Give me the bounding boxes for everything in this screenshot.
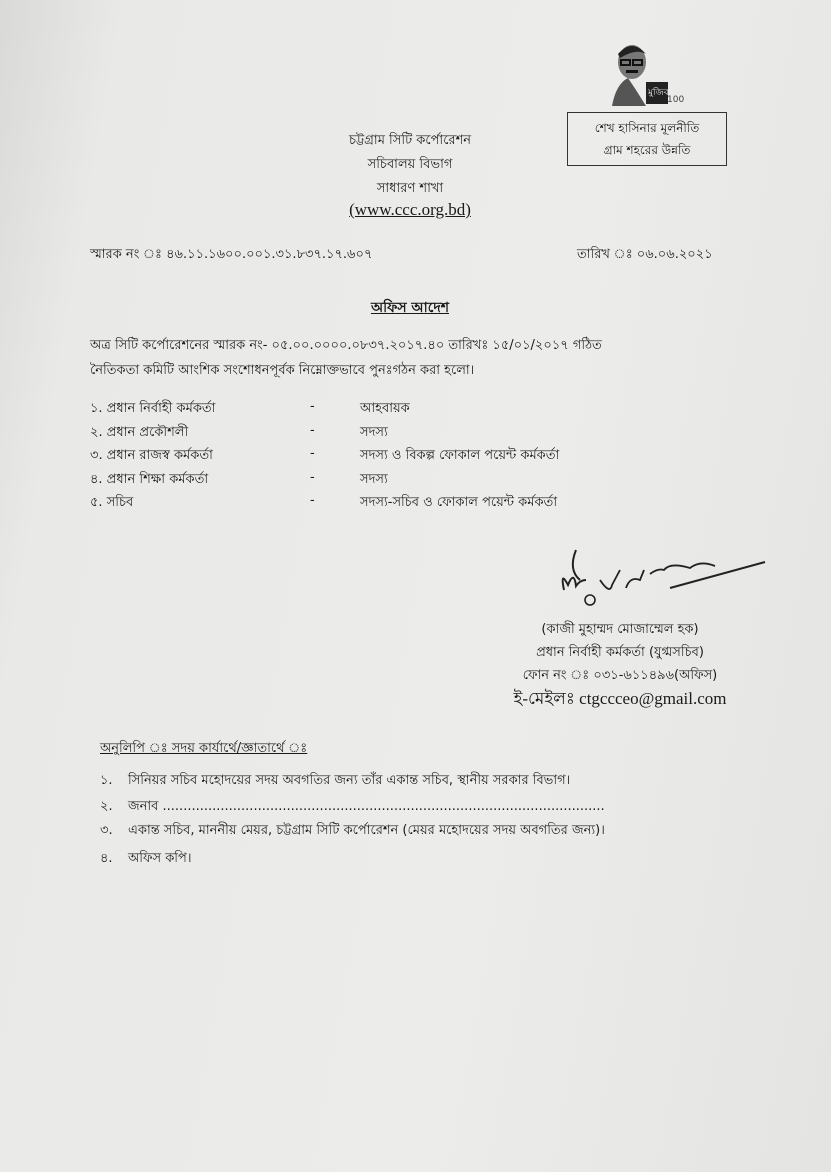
committee-position: ৫. সচিব: [90, 495, 134, 510]
committee-separator: -: [310, 399, 315, 414]
committee-role: সদস্য: [360, 425, 388, 440]
copy-item-number: ১.: [100, 773, 113, 788]
handwritten-signature: [540, 540, 780, 620]
svg-text:মুজিব: মুজিব: [648, 88, 669, 98]
copy-item-number: ৩.: [100, 823, 113, 838]
committee-role: সদস্য ও বিকল্প ফোকাল পয়েন্ট কর্মকর্তা: [360, 448, 560, 463]
committee-position: ২. প্রধান প্রকৌশলী: [90, 425, 189, 440]
signatory-email[interactable]: ই-মেইলঃ ctgccceo@gmail.com: [513, 689, 727, 708]
mujib-100-logo: [606, 40, 685, 106]
committee-position: ১. প্রধান নির্বাহী কর্মকর্তা: [90, 401, 216, 416]
website-link[interactable]: (www.ccc.org.bd): [349, 200, 471, 219]
committee-position: ৪. প্রধান শিক্ষা কর্মকর্তা: [90, 472, 209, 487]
copy-item-text: অফিস কপি।: [128, 851, 192, 866]
body-line-2: নৈতিকতা কমিটি আংশিক সংশোধনপূর্বক নিম্নোক্তভাবে পুনঃগঠন করা হলো।: [90, 363, 475, 378]
committee-role: আহবায়ক: [360, 401, 410, 416]
slogan-line-1: শেখ হাসিনার মূলনীতি: [594, 121, 700, 135]
org-name: চট্টগ্রাম সিটি কর্পোরেশন: [348, 133, 472, 148]
branch-name: সাধারণ শাখা: [376, 181, 444, 196]
slogan-line-2: গ্রাম শহরের উন্নতি: [603, 143, 691, 157]
committee-role: সদস্য: [360, 472, 388, 487]
copies-heading: অনুলিপি ঃ সদয় কার্যার্থে/জ্ঞাতার্থে ঃ: [100, 741, 308, 756]
committee-separator: -: [310, 493, 315, 508]
copy-item-text: একান্ত সচিব, মাননীয় মেয়র, চট্টগ্রাম সিটি কর্পোরেশন (মেয়র মহোদয়ের সদয় অবগতির জন্য)।: [128, 823, 605, 838]
copy-item-number: ২.: [100, 799, 113, 814]
committee-role: সদস্য-সচিব ও ফোকাল পয়েন্ট কর্মকর্তা: [360, 495, 558, 510]
memo-number: স্মারক নং ঃ ৪৬.১১.১৬০০.০০১.৩১.৮৩৭.১৭.৬০৭: [90, 247, 373, 262]
committee-separator: -: [310, 470, 315, 485]
signatory-designation: প্রধান নির্বাহী কর্মকর্তা (যুগ্মসচিব): [536, 645, 704, 660]
body-line-1: অত্র সিটি কর্পোরেশনের স্মারক নং- ০৫.০০.০০০০.০৮৩৭.২০১৭.৪০ তারিখঃ ১৫/০১/২০১৭ গঠিত: [90, 338, 602, 353]
committee-separator: -: [310, 423, 315, 438]
committee-position: ৩. প্রধান রাজস্ব কর্মকর্তা: [90, 448, 213, 463]
department-name: সচিবালয় বিভাগ: [367, 157, 453, 172]
copy-item-number: ৪.: [100, 851, 113, 866]
signatory-name: (কাজী মুহাম্মদ মোজাম্মেল হক): [541, 622, 699, 637]
order-title-text: অফিস আদেশ: [370, 300, 450, 316]
memo-date: তারিখ ঃ ০৬.০৬.২০২১: [577, 247, 713, 262]
order-title: [0, 296, 820, 320]
svg-text:100: 100: [667, 95, 685, 105]
committee-separator: -: [310, 446, 315, 461]
copy-item-text: জনাব ...........................................................................................................: [128, 799, 605, 814]
copy-item-text: সিনিয়র সচিব মহোদয়ের সদয় অবগতির জন্য তাঁর একান্ত সচিব, স্থানীয় সরকার বিভাগ।: [128, 773, 571, 788]
signatory-phone: ফোন নং ঃ ০৩১-৬১১৪৯৬(অফিস): [522, 668, 718, 683]
